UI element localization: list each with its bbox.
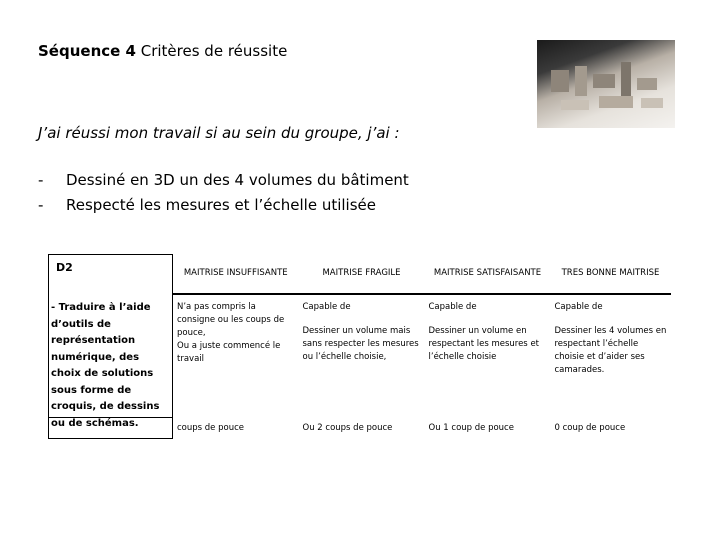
cell-fragile: Capable de Dessiner un volume mais sans respecter les mesures ou l’échelle choisie, (302, 301, 419, 362)
header-satisfaisante: MAITRISE SATISFAISANTE (425, 255, 551, 294)
slide-title (38, 42, 287, 60)
assessment-grid (48, 254, 671, 439)
cell-tres-bonne: Capable de Dessiner les 4 volumes en respectant l’échelle choisie et d’aider ses camarades. (554, 301, 667, 375)
criteria-list (38, 168, 409, 218)
title-text: Critères de réussite (135, 42, 288, 60)
list-item (38, 193, 409, 218)
list-item-text: Respecté les mesures et l’échelle utilisée (66, 196, 376, 214)
criterion-text: - Traduire à l’aide d’outils de représentation numérique, des choix de solutions sous forme de croquis, de dessins ou de schémas. (51, 302, 160, 429)
list-item (38, 168, 409, 193)
cell-coups-de-pouce-1: Ou 2 coups de pouce (302, 422, 393, 433)
bullet-dash: - (38, 171, 44, 189)
architectural-city-model-photo (537, 40, 675, 128)
table-row (49, 418, 671, 439)
intro-text: J’ai réussi mon travail si au sein du groupe, j’ai : (38, 124, 400, 142)
cell-satisfaisante: Capable de Dessiner un volume en respectant les mesures et l’échelle choisie (428, 301, 540, 362)
cell-insuffisante: N’a pas compris la consigne ou les coups de pouce, Ou a juste commencé le travail (177, 301, 285, 364)
competency-code: D2 (49, 255, 173, 418)
header-fragile: MAITRISE FRAGILE (299, 255, 425, 294)
cell-coups-de-pouce-2: Ou 1 coup de pouce (428, 422, 514, 433)
header-insuffisante: MAITRISE INSUFFISANTE (173, 255, 299, 294)
table-header-row (49, 255, 671, 294)
criterion-cell (49, 302, 173, 439)
cell-coups-de-pouce-3: 0 coup de pouce (554, 422, 626, 433)
header-tres-bonne: TRES BONNE MAITRISE (551, 255, 671, 294)
bullet-dash: - (38, 196, 44, 214)
cell-coups-de-pouce-0: coups de pouce (177, 422, 244, 433)
sequence-label: Séquence 4 (38, 42, 136, 60)
list-item-text: Dessiné en 3D un des 4 volumes du bâtiment (66, 171, 409, 189)
